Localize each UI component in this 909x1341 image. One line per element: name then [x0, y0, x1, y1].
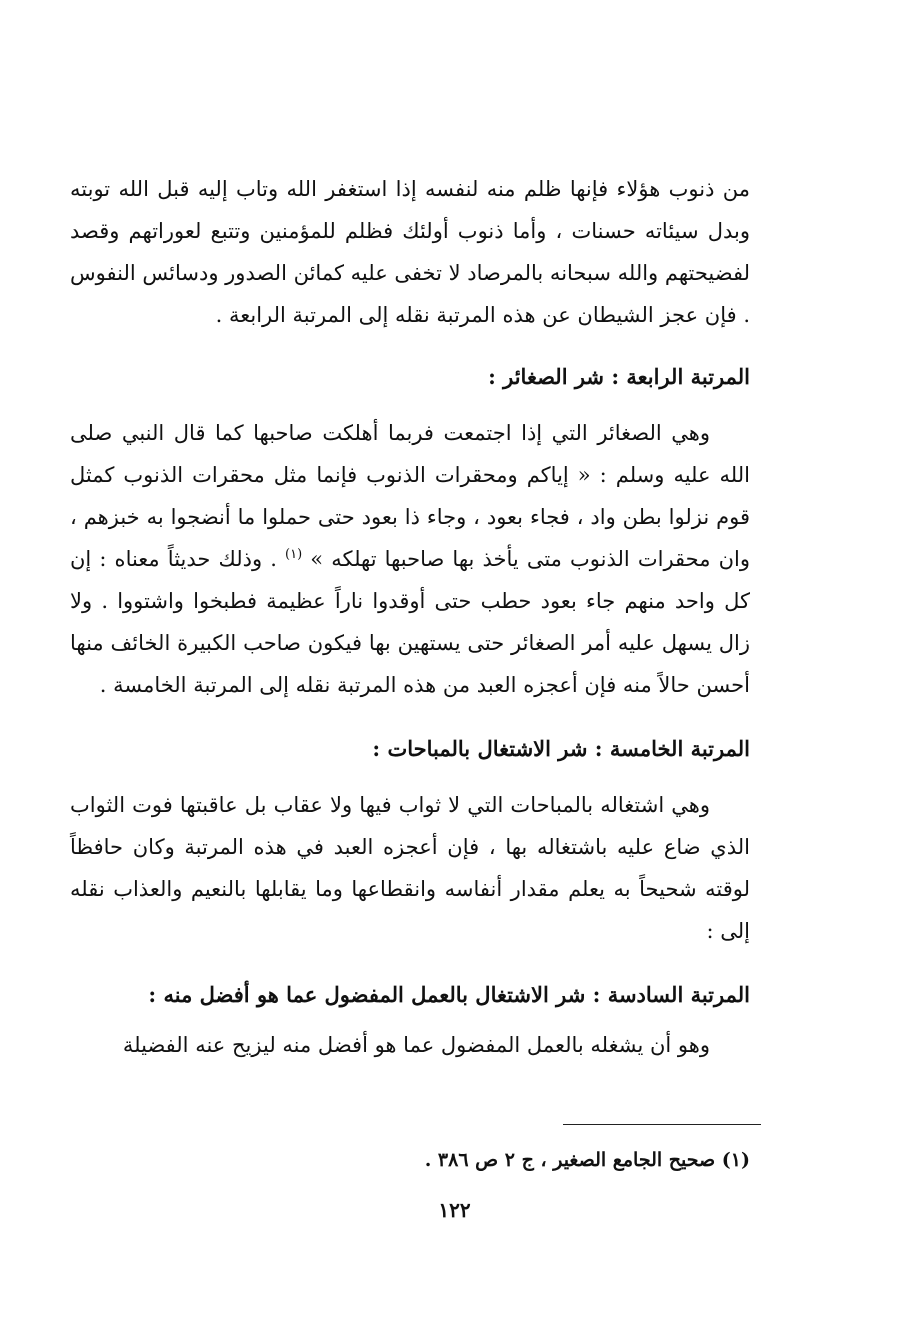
page-number: ١٢٢	[438, 1198, 471, 1222]
footnote-text: (١) صحيح الجامع الصغير ، ج ٢ ص ٣٨٦ .	[424, 1149, 750, 1171]
paragraph-fourth-level-part1: وهي الصغائر التي إذا اجتمعت فربما أهلكت صاحبها كما قال النبي صلى الله عليه وسلم : « إياكم ومحقرات الذنوب فإنما مثل محقرات الذنوب كمثل قوم نزلوا بطن واد ، فجاء بعود ، وجاء ذا بعود حتى حملوا ما أنضجوا به خبزهم ، وان محقرات الذنوب متى يأخذ بها صاحبها تهلكه »	[70, 421, 750, 571]
section-heading-fourth-level: المرتبة الرابعة : شر الصغائر :	[488, 364, 750, 389]
paragraph-fourth-level	[70, 412, 750, 706]
paragraph-fifth-level: وهي اشتغاله بالمباحات التي لا ثواب فيها ولا عقاب بل عاقبتها فوت الثواب الذي ضاع عليه باشتغاله بها ، فإن أعجزه العبد في هذه المرتبة وكان حافظاً لوقته شحيحاً به يعلم مقدار أنفاسه وانقطاعها وما يقابلها بالنعيم والعذاب نقله إلى :	[70, 793, 750, 943]
paragraph-fourth-level-part2: . وذلك حديثاً معناه : إن كل واحد منهم جاء بعود حطب حتى أوقدوا ناراً عظيمة فطبخوا واشتووا . ولا زال يسهل عليه أمر الصغائر حتى يستهين بها فيكون صاحب الكبيرة الخائف منها أحسن حالاً منه فإن أعجزه العبد من هذه المرتبة نقله إلى المرتبة الخامسة .	[70, 547, 750, 697]
section-heading-fifth-level: المرتبة الخامسة : شر الاشتغال بالمباحات :	[372, 736, 750, 761]
paragraph-sixth-level: وهو أن يشغله بالعمل المفضول عما هو أفضل منه ليزيح عنه الفضيلة	[122, 1033, 710, 1057]
footnote-divider	[563, 1124, 761, 1125]
paragraph-continuation: من ذنوب هؤلاء فإنها ظلم منه لنفسه إذا استغفر الله وتاب إليه قبل الله توبته وبدل سيئاته حسنات ، وأما ذنوب أولئك فظلم للمؤمنين وتتبع لعوراتهم وقصد لفضيحتهم والله سبحانه بالمرصاد لا تخفى عليه كمائن الصدور ودسائس النفوس . فإن عجز الشيطان عن هذه المرتبة نقله إلى المرتبة الرابعة .	[70, 177, 751, 327]
footnote-reference-marker: (١)	[285, 547, 303, 562]
section-heading-sixth-level: المرتبة السادسة : شر الاشتغال بالعمل المفضول عما هو أفضل منه :	[148, 982, 750, 1007]
page-body	[70, 168, 750, 1066]
